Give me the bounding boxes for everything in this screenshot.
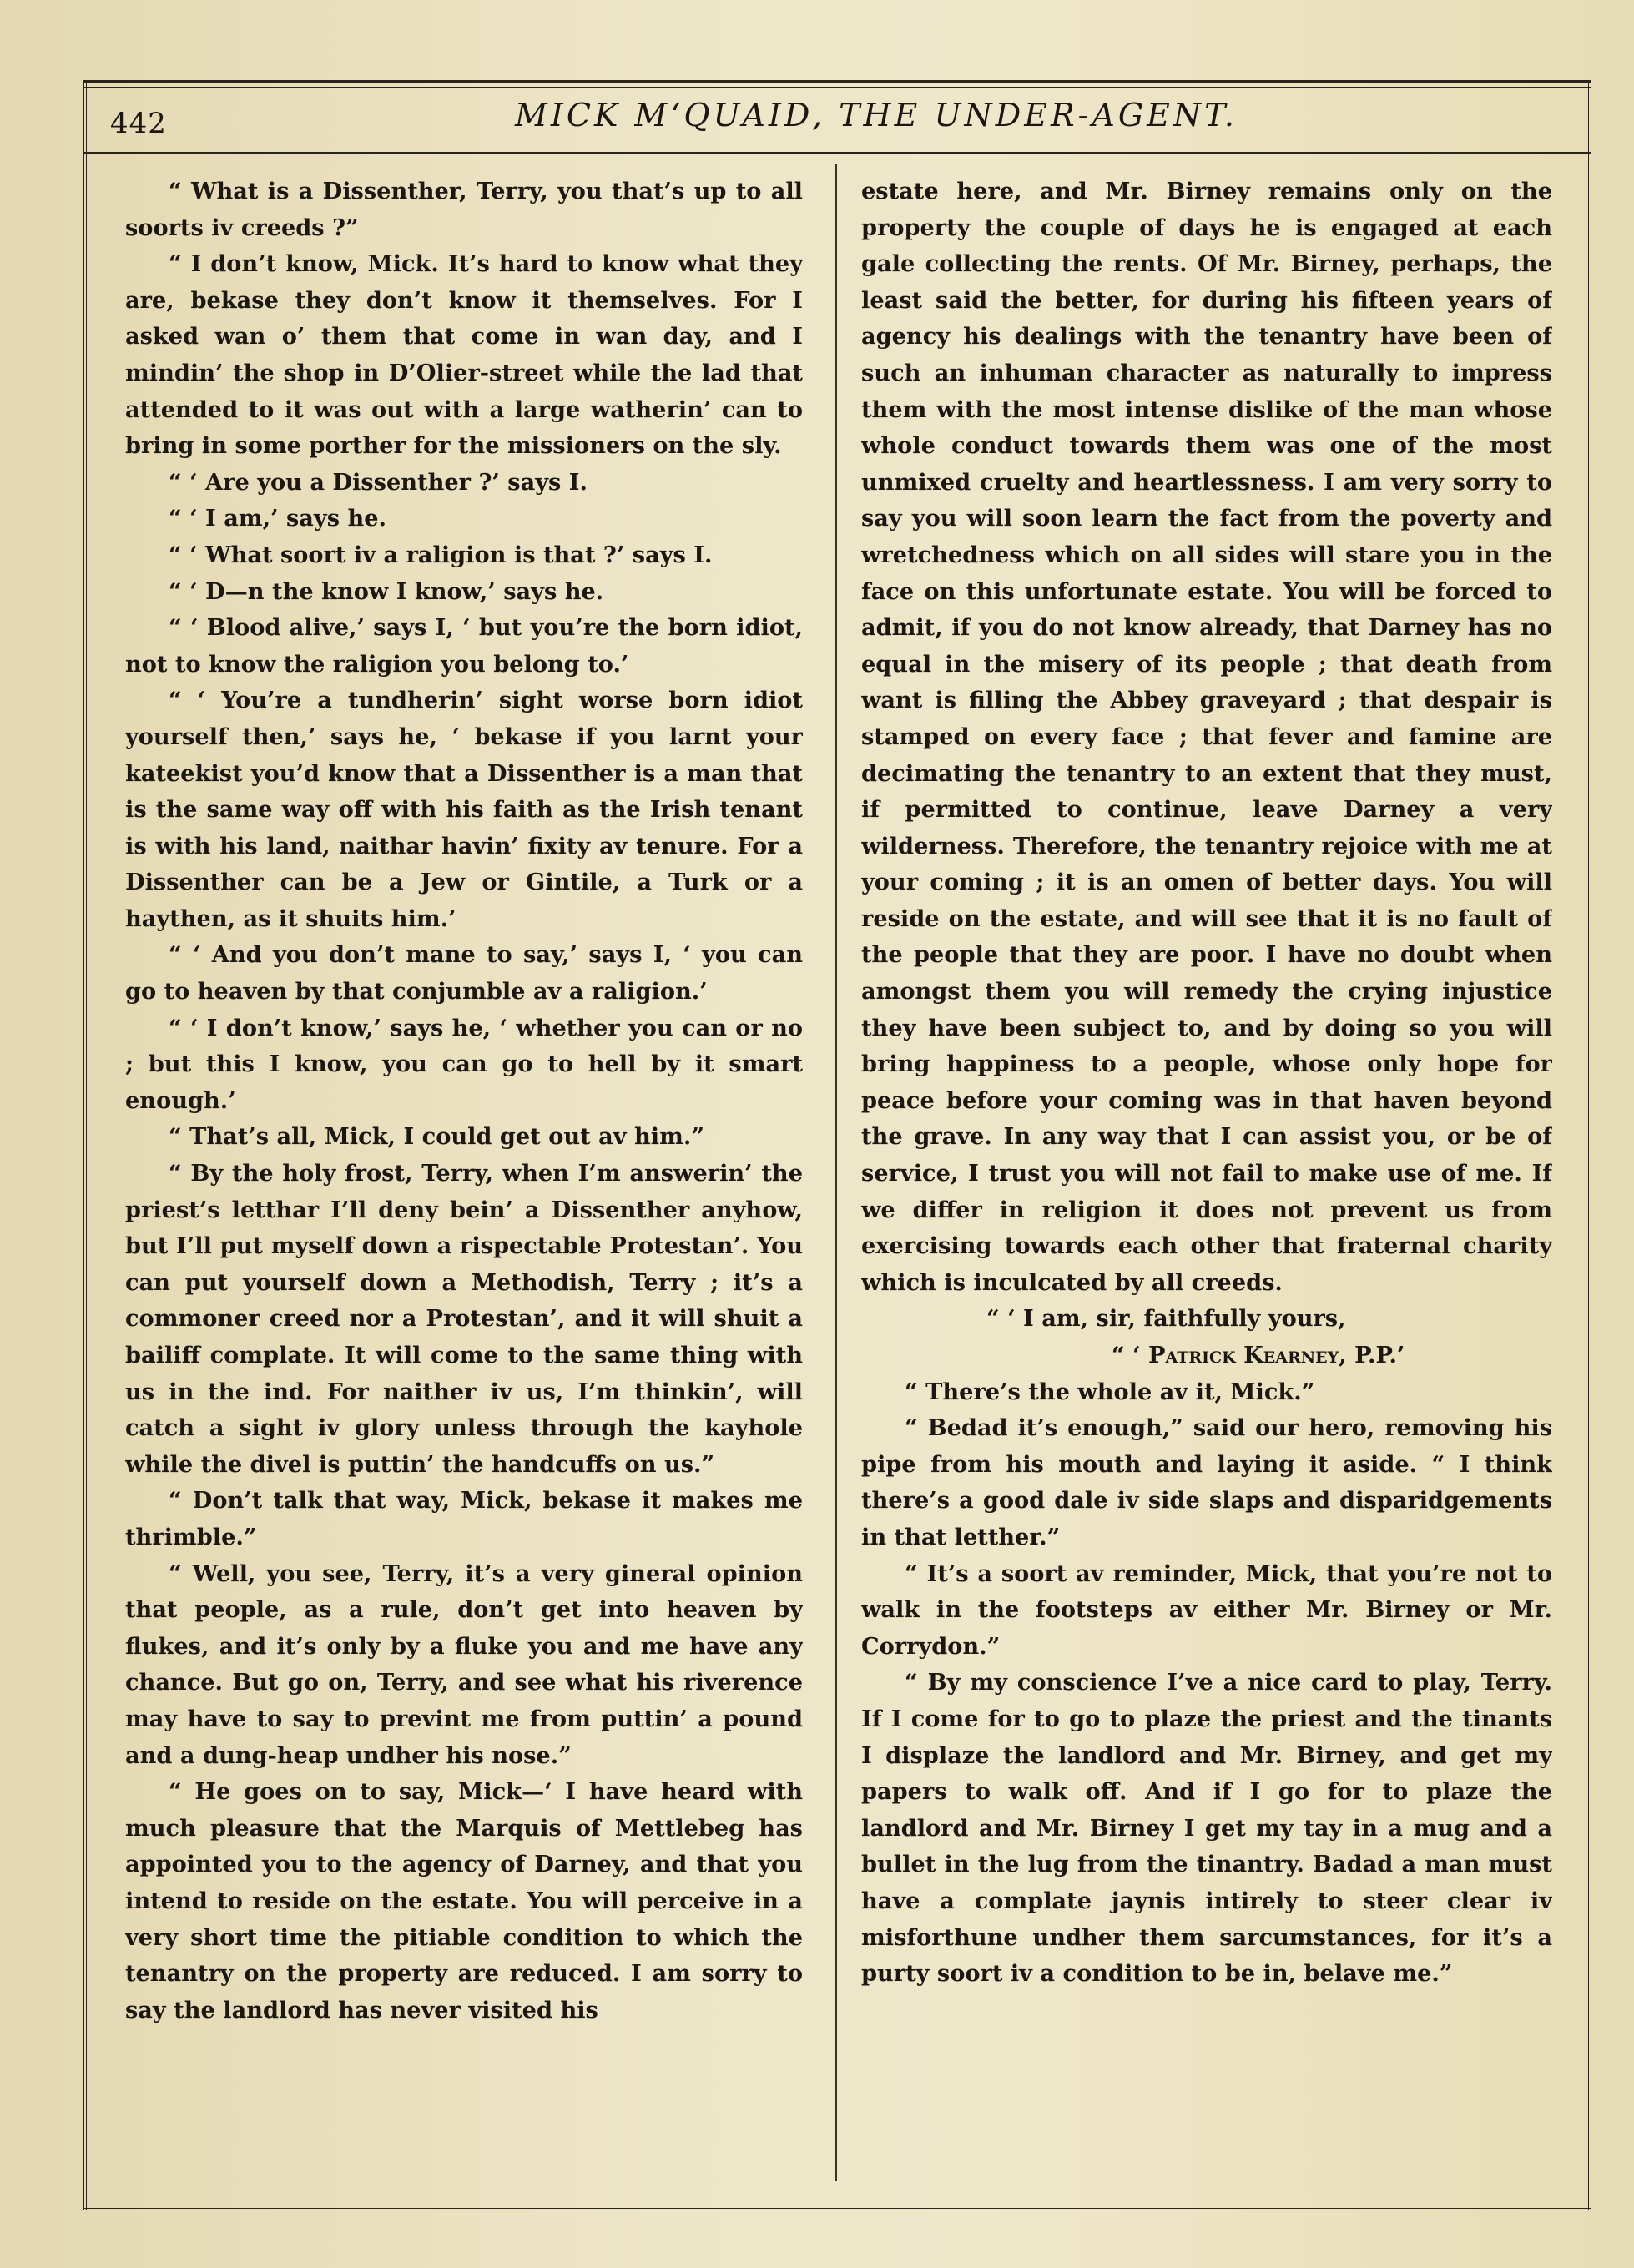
- paragraph: “ ‘ Are you a Dissenther ?’ says I.: [169, 468, 588, 496]
- left-column: [125, 174, 803, 2193]
- paragraph: “ ‘ I don’t know,’ says he, ‘ whether you can or no ; but this I know, you can go to hell by it smart enough.’: [125, 1014, 803, 1114]
- paragraph: “ ‘ And you don’t mane to say,’ says I, ‘ you can go to heaven by that conjumble av a raligion.’: [125, 941, 803, 1005]
- running-title: MICK M‘QUAID, THE UNDER-AGENT.: [514, 97, 1238, 134]
- paragraph: “ ‘ I am,’ says he.: [169, 505, 387, 532]
- letter-closing: “ ‘ I am, sir, faithfully yours,: [986, 1305, 1346, 1333]
- paragraph: “ Don’t talk that way, Mick, bekase it makes me thrimble.”: [125, 1487, 803, 1550]
- column-divider: [835, 164, 837, 2181]
- paragraph: “ What is a Dissenther, Terry, you that’s up to all soorts iv creeds ?”: [125, 178, 803, 241]
- bottom-rule: [83, 2208, 1591, 2210]
- top-rule-thin: [83, 87, 1591, 88]
- paragraph: “ Bedad it’s enough,” said our hero, removing his pipe from his mouth and laying it aside. “ I think there’s a good dale iv side slaps and disparidgements in that letther.”: [861, 1414, 1552, 1550]
- paragraph: “ That’s all, Mick, I could get out av him.”: [169, 1123, 704, 1151]
- letter-signature: [861, 1338, 1552, 1374]
- right-column: [861, 174, 1552, 2193]
- paragraph: “ Well, you see, Terry, it’s a very gineral opinion that people, as a rule, don’t get into heaven by flukes, and it’s only by a fluke you and me have any chance. But go on, Terry, and see what his riverence may have to say to prevint me from puttin’ a pound and a dung-heap undher his nose.”: [125, 1560, 803, 1769]
- paragraph: “ It’s a soort av reminder, Mick, that you’re not to walk in the footsteps av either Mr. Birney or Mr. Corrydon.”: [861, 1560, 1552, 1660]
- signature-close-quote: ’: [1396, 1342, 1405, 1368]
- paragraph: “ I don’t know, Mick. It’s hard to know what they are, bekase they don’t know it themselves. For I asked wan o’ them that come in wan day, and I mindin’ the shop in D’Olier-street while the lad that attended to it was out with a large watherin’ can to bring in some porther for the missioners on the sly.: [125, 250, 803, 460]
- paragraph: “ There’s the whole av it, Mick.”: [905, 1378, 1315, 1405]
- paragraph: “ ‘ What soort iv a raligion is that ?’ says I.: [169, 541, 713, 568]
- paragraph: “ ‘ Blood alive,’ says I, ‘ but you’re the born idiot, not to know the raligion you belong to.’: [125, 614, 803, 678]
- paragraph: “ ‘ D—n the know I know,’ says he.: [169, 577, 604, 605]
- top-rule: [83, 80, 1591, 83]
- paragraph: “ By my conscience I’ve a nice card to play, Terry. If I come for to go to plaze the priest and the tinants I displaze the landlord and Mr. Birney, and get my papers to walk off. And if I go for to plaze the landlord and Mr. Birney I get my tay in a mug and a bullet in the lug from the tinantry. Badad a man must have a complate jaynis intirely to steer clear iv misforthune undher them sarcumstances, for it’s a purty soort iv a condition to be in, belave me.”: [861, 1669, 1552, 1988]
- signature-open-quote: “ ‘: [1112, 1342, 1149, 1368]
- left-border-rule: [83, 80, 87, 2210]
- header-rule: [83, 152, 1591, 154]
- right-border-rule: [1586, 80, 1589, 2210]
- signature-name: Patrick Kearney, P.P.: [1148, 1342, 1397, 1368]
- paragraph: “ He goes on to say, Mick—‘ I have heard with much pleasure that the Marquis of Mettlebeg has appointed you to the agency of Darney, and that you intend to reside on the estate. You will perceive in a very short time the pitiable condition to which the tenantry on the property are reduced. I am sorry to say the landlord has never visited his: [125, 1778, 803, 2024]
- page-number: 442: [110, 107, 167, 140]
- paragraph: “ ‘ You’re a tundherin’ sight worse born idiot yourself then,’ says he, ‘ bekase if you larnt your kateekist you’d know that a Dissenther is a man that is the same way off with his faith as the Irish tenant is with his land, naithar havin’ fixity av tenure. For a Dissenther can be a Jew or Gintile, a Turk or a haythen, as it shuits him.’: [125, 687, 803, 932]
- continued-paragraph: estate here, and Mr. Birney remains only on the property the couple of days he is engaged at each gale collecting the rents. Of Mr. Birney, perhaps, the least said the better, for during his fifteen years of agency his dealings with the tenantry have been of such an inhuman character as naturally to impress them with the most intense dislike of the man whose whole conduct towards them was one of the most unmixed cruelty and heartlessness. I am very sorry to say you will soon learn the fact from the poverty and wretchedness which on all sides will stare you in the face on this unfortunate estate. You will be forced to admit, if you do not know already, that Darney has no equal in the misery of its people ; that death from want is filling the Abbey graveyard ; that despair is stamped on every face ; that fever and famine are decimating the tenantry to an extent that they must, if permitted to continue, leave Darney a very wilderness. Therefore, the tenantry rejoice with me at your coming ; it is an omen of better days. You will reside on the estate, and will see that it is no fault of the people that they are poor. I have no doubt when amongst them you will remedy the crying injustice they have been subject to, and by doing so you will bring happiness to a people, whose only hope for peace before your coming was in that haven beyond the grave. In any way that I can assist you, or be of service, I trust you will not fail to make use of me. If we differ in religion it does not prevent us from exercising towards each other that fraternal charity which is inculcated by all creeds.: [861, 178, 1552, 1296]
- paragraph: “ By the holy frost, Terry, when I’m answerin’ the priest’s letthar I’ll deny bein’ a Dissenther anyhow, but I’ll put myself down a rispectable Protestan’. You can put yourself down a Methodish, Terry ; it’s a commoner creed nor a Protestan’, and it will shuit a bailiff complate. It will come to the same thing with us in the ind. For naither iv us, I’m thinkin’, will catch a sight iv glory unless through the kayhole while the divel is puttin’ the handcuffs on us.”: [125, 1160, 803, 1478]
